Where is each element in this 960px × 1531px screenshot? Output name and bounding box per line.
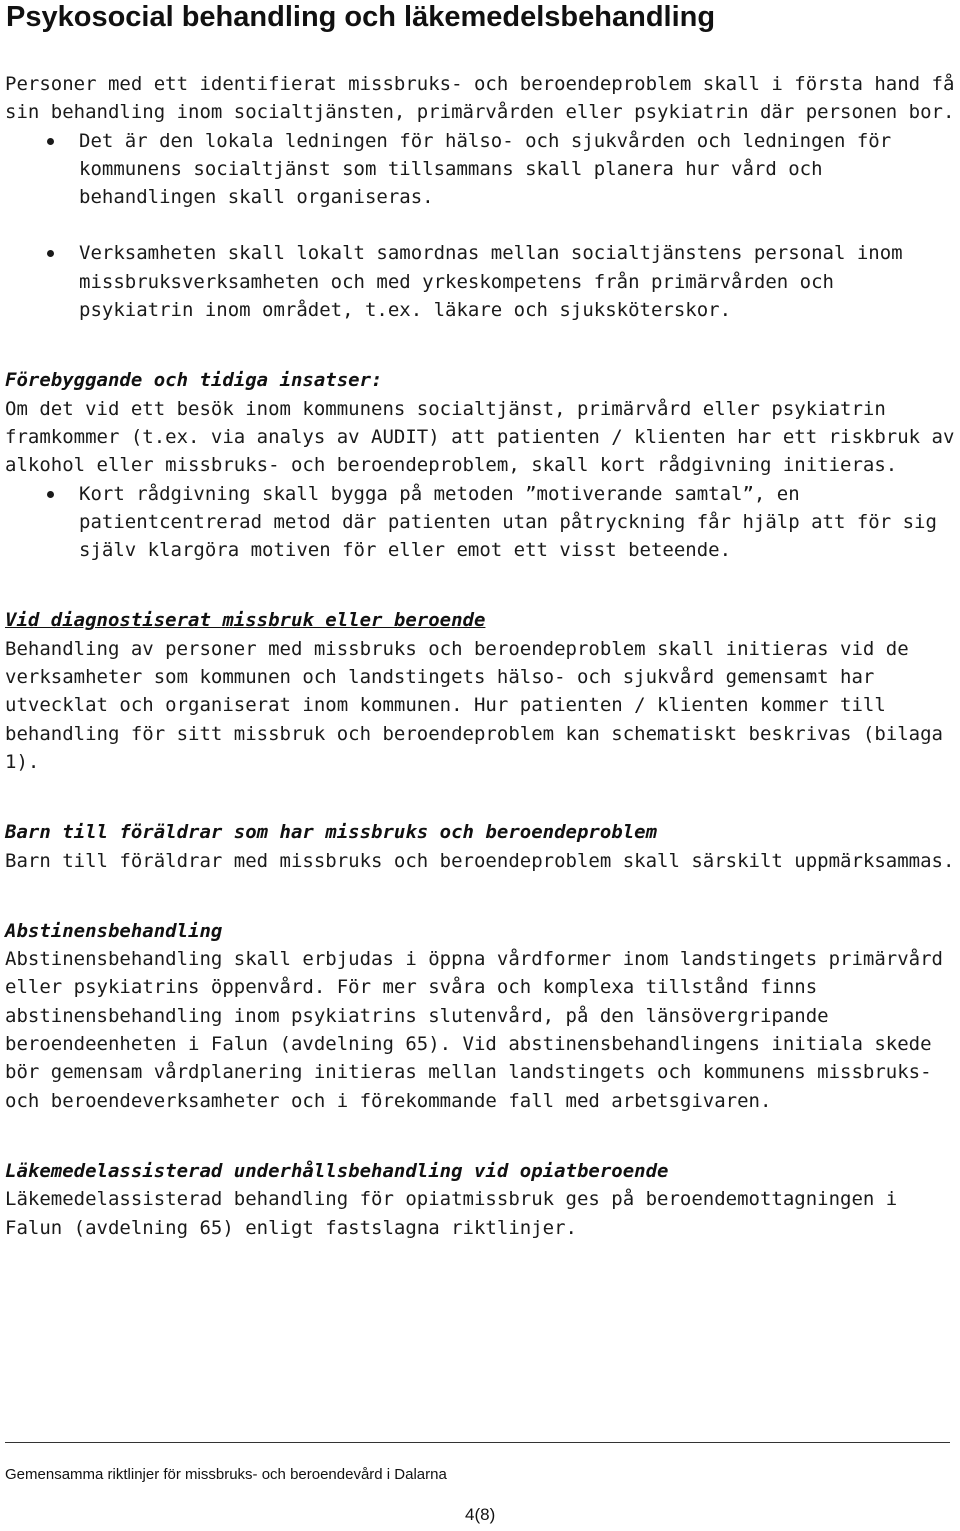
section-body-opiate: Läkemedelassisterad behandling för opiatmissbruk ges på beroendemottagningen i Falun (avdelning 65) enligt fastslagna riktlinjer.: [5, 1188, 898, 1239]
section-heading-diagnosis: Vid diagnostiserat missbruk eller beroende: [5, 609, 486, 632]
list-item: Kort rådgivning skall bygga på metoden ”motiverande samtal”, en patientcentrerad metod där patienten utan påtryckning får hjälp att för sig själv klargöra motiven för eller emot ett visst beteende.: [5, 480, 957, 565]
section-body-abstinence: Abstinensbehandling skall erbjudas i öppna vårdformer inom landstingets primärvård eller psykiatrins öppenvård. För mer svåra och komplexa tillstånd finns abstinensbehandling inom psykiatrins slutenvård, på den länsövergripande beroendeenheten i Falun (avdelning 65). Vid abstinensbehandlingens initiala skede bör gemensam vårdplanering initieras mellan landstingets och kommunens missbruks- och beroendeverksamheter och i förekommande fall med arbetsgivaren.: [5, 948, 943, 1112]
document-body: [5, 70, 957, 1242]
intro-paragraph: Personer med ett identifierat missbruks- och beroendeproblem skall i första hand få sin behandling inom socialtjänsten, primärvården eller psykiatrin där personen bor.: [5, 73, 955, 124]
page-title: Psykosocial behandling och läkemedelsbehandling: [6, 1, 716, 33]
section-body-prevention: Om det vid ett besök inom kommunens socialtjänst, primärvård eller psykiatrin framkommer (t.ex. via analys av AUDIT) att patienten / klienten har ett riskbruk av alkohol eller missbruks- och beroendeproblem, skall kort rådgivning initieras.: [5, 397, 955, 477]
list-item: Verksamheten skall lokalt samordnas mellan socialtjänstens personal inom missbruksverksamheten och med yrkeskompetens från primärvården och psykiatrin inom området, t.ex. läkare och sjuksköterskor.: [5, 239, 957, 324]
page-number: 4(8): [465, 1505, 496, 1524]
section-heading-abstinence: Abstinensbehandling: [5, 919, 223, 942]
section-body-children: Barn till föräldrar med missbruks och beroendeproblem skall särskilt uppmärksammas.: [5, 849, 955, 872]
section-heading-children: Barn till föräldrar som har missbruks och beroendeproblem: [5, 821, 658, 844]
list-item: Det är den lokala ledningen för hälso- och sjukvården och ledningen för kommunens socialtjänst som tillsammans skall planera hur vård och behandlingen skall organiseras.: [5, 127, 957, 212]
section-heading-opiate: Läkemedelassisterad underhållsbehandling vid opiatberoende: [5, 1159, 669, 1182]
section-body-diagnosis: Behandling av personer med missbruks och beroendeproblem skall initieras vid de verksamheter som kommunen och landstingets hälso- och sjukvård gemensamt har utvecklat och organiserat inom kommunen. Hur patienten / klienten kommer till behandling för sitt missbruk och beroendeproblem kan schematiskt beskrivas (bilaga 1).: [5, 637, 943, 773]
bullet-list-2: [5, 480, 957, 565]
bullet-list-1: [5, 127, 957, 325]
footer-divider: [5, 1442, 950, 1443]
section-heading-prevention: Förebyggande och tidiga insatser:: [5, 369, 383, 392]
footer-text: Gemensamma riktlinjer för missbruks- och beroendevård i Dalarna: [5, 1466, 447, 1483]
